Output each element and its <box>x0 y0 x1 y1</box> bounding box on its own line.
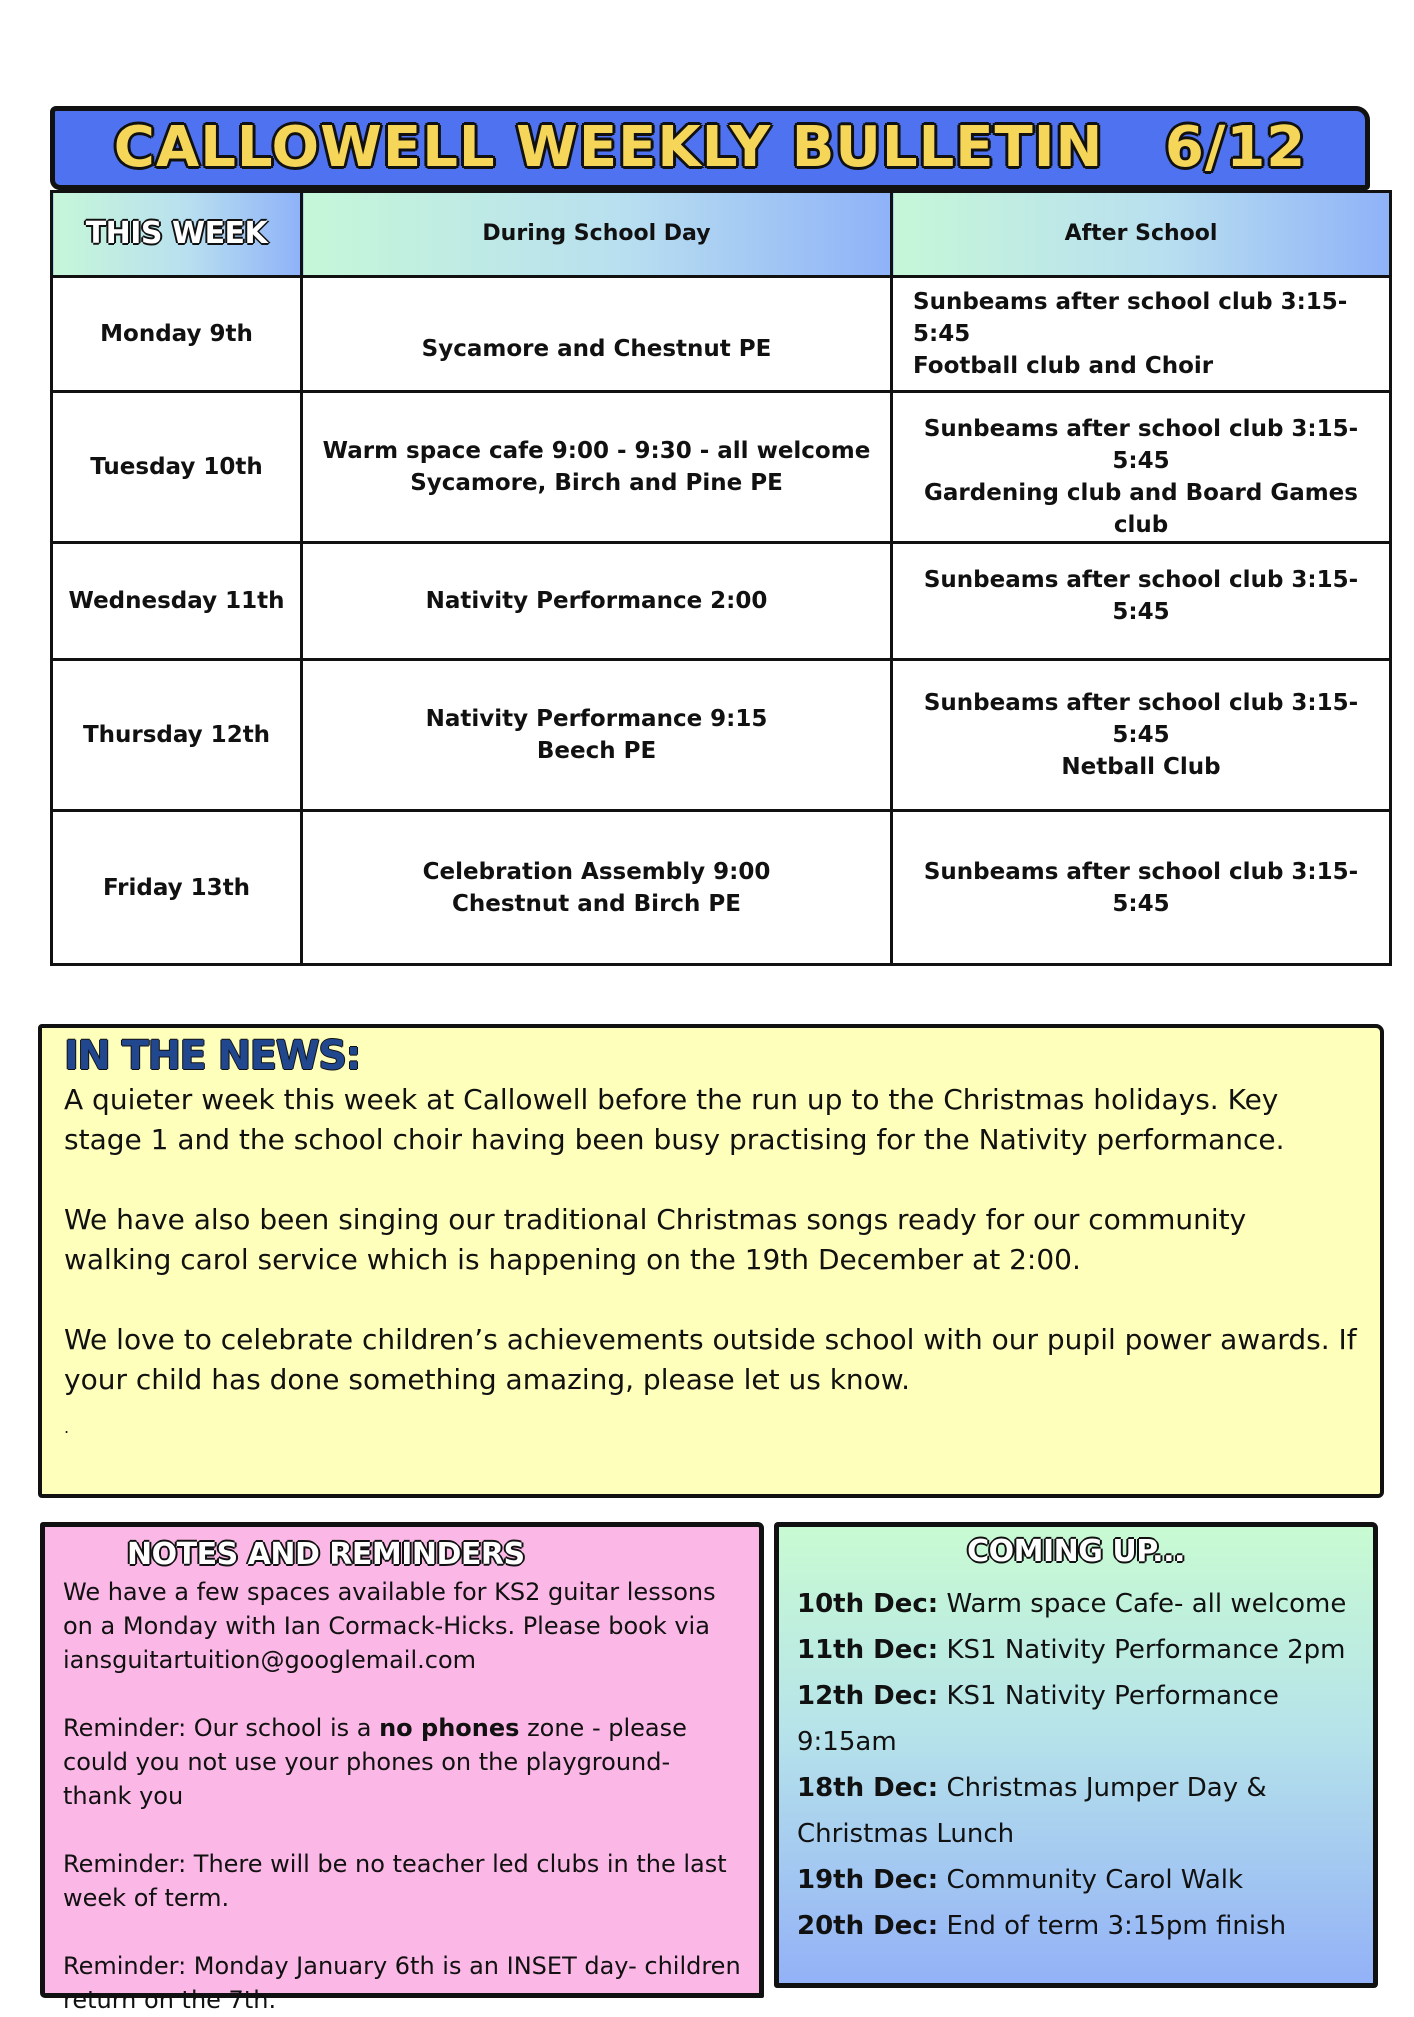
news-trailing-dot: . <box>64 1418 70 1437</box>
news-title: IN THE NEWS: <box>64 1033 361 1079</box>
during-cell <box>302 543 892 660</box>
event-text: Christmas Jumper Day & Christmas Lunch <box>797 1773 1267 1849</box>
notes-bold: no phones <box>379 1714 520 1742</box>
list-item <box>797 1673 1355 1765</box>
after-line: Gardening club and Board Games club <box>924 480 1358 538</box>
event-date: 19th Dec: <box>797 1865 939 1895</box>
news-paragraph: A quieter week this week at Callowell before the run up to the Christmas holidays. Key stage 1 and the school choir having been busy practising for the Nativity performance. <box>64 1083 1285 1156</box>
after-line: Netball Club <box>1061 754 1221 780</box>
list-item <box>797 1627 1355 1673</box>
table-row <box>52 543 1391 660</box>
notes-panel <box>40 1522 764 2014</box>
during-line: Sycamore, Birch and Pine PE <box>410 470 783 496</box>
event-date: 20th Dec: <box>797 1911 939 1941</box>
header-this-week: THIS WEEK <box>52 192 302 277</box>
during-line: Chestnut and Birch PE <box>452 890 741 917</box>
after-line: Sunbeams after school club 3:15-5:45 <box>923 690 1359 748</box>
bulletin-banner <box>50 106 1370 190</box>
event-text: Warm space Cafe- all welcome <box>946 1589 1347 1619</box>
notes-paragraph: We have a few spaces available for KS2 guitar lessons on a Monday with Ian Cormack-Hicks. Please book via iansguitartuition@googlemail.com <box>63 1578 716 1674</box>
table-row <box>52 811 1391 965</box>
during-line: Beech PE <box>536 738 657 764</box>
notes-paragraph: Reminder: There will be no teacher led clubs in the last week of term. <box>63 1850 727 1912</box>
during-line: Celebration Assembly 9:00 <box>422 858 771 885</box>
during-line: Warm space cafe 9:00 - 9:30 - all welcome <box>322 438 871 464</box>
after-line: Sunbeams after school club 3:15-5:45 <box>923 567 1359 625</box>
list-item <box>797 1903 1355 1949</box>
notes-paragraph: Reminder: Monday January 6th is an INSET day- children return on the 7th. <box>63 1952 741 2014</box>
after-line: Sunbeams after school club 3:15-5:45 <box>913 289 1348 347</box>
table-row <box>52 392 1391 543</box>
event-text: KS1 Nativity Performance 9:15am <box>797 1681 1279 1757</box>
event-date: 18th Dec: <box>797 1773 939 1803</box>
notes-title: NOTES AND REMINDERS <box>127 1537 525 1572</box>
after-line: Sunbeams after school club 3:15-5:45 <box>923 416 1359 474</box>
after-cell <box>892 543 1391 660</box>
table-row <box>52 277 1391 392</box>
day-cell: Wednesday 11th <box>52 543 302 660</box>
event-text: Community Carol Walk <box>946 1865 1244 1895</box>
after-line: Football club and Choir <box>913 353 1214 379</box>
event-date: 11th Dec: <box>797 1635 939 1665</box>
table-header-row <box>52 192 1391 277</box>
during-cell <box>302 392 892 543</box>
day-cell: Friday 13th <box>52 811 302 965</box>
after-cell <box>892 392 1391 543</box>
during-line: Sycamore and Chestnut PE <box>421 336 772 362</box>
news-paragraph: We love to celebrate children’s achievements outside school with our pupil power awards. If your child has done something amazing, please let us know. <box>64 1323 1357 1396</box>
news-panel <box>38 1024 1384 1498</box>
notes-paragraph <box>63 1711 741 1813</box>
during-cell <box>302 811 892 965</box>
list-item <box>797 1857 1355 1903</box>
event-date: 10th Dec: <box>797 1589 939 1619</box>
day-cell: Thursday 12th <box>52 660 302 811</box>
after-line: Sunbeams after school club 3:15-5:45 <box>923 858 1359 917</box>
header-during-school-day: During School Day <box>302 192 892 277</box>
event-text: KS1 Nativity Performance 2pm <box>946 1635 1346 1665</box>
table-row <box>52 660 1391 811</box>
event-date: 12th Dec: <box>797 1681 939 1711</box>
bulletin-title: CALLOWELL WEEKLY BULLETIN 6/12 <box>113 115 1307 180</box>
event-text: End of term 3:15pm finish <box>946 1911 1287 1941</box>
news-paragraph: We have also been singing our traditional Christmas songs ready for our community walking carol service which is happening on the 19th December at 2:00. <box>64 1203 1247 1276</box>
notes-text: Reminder: Our school is a <box>63 1714 380 1742</box>
during-cell <box>302 277 892 392</box>
after-cell <box>892 811 1391 965</box>
during-line: Nativity Performance 9:15 <box>425 706 768 732</box>
notes-text: zone - please could you not use your phones on the playground- thank you <box>63 1714 687 1810</box>
day-cell: Monday 9th <box>52 277 302 392</box>
after-cell <box>892 277 1391 392</box>
after-cell <box>892 660 1391 811</box>
during-cell <box>302 660 892 811</box>
coming-up-title: COMING UP... <box>967 1534 1185 1569</box>
during-line: Nativity Performance 2:00 <box>425 588 768 614</box>
list-item <box>797 1765 1355 1857</box>
coming-up-panel <box>774 1522 1378 1988</box>
day-cell: Tuesday 10th <box>52 392 302 543</box>
weekly-schedule-table <box>50 190 1392 966</box>
list-item <box>797 1581 1355 1627</box>
header-after-school: After School <box>892 192 1391 277</box>
